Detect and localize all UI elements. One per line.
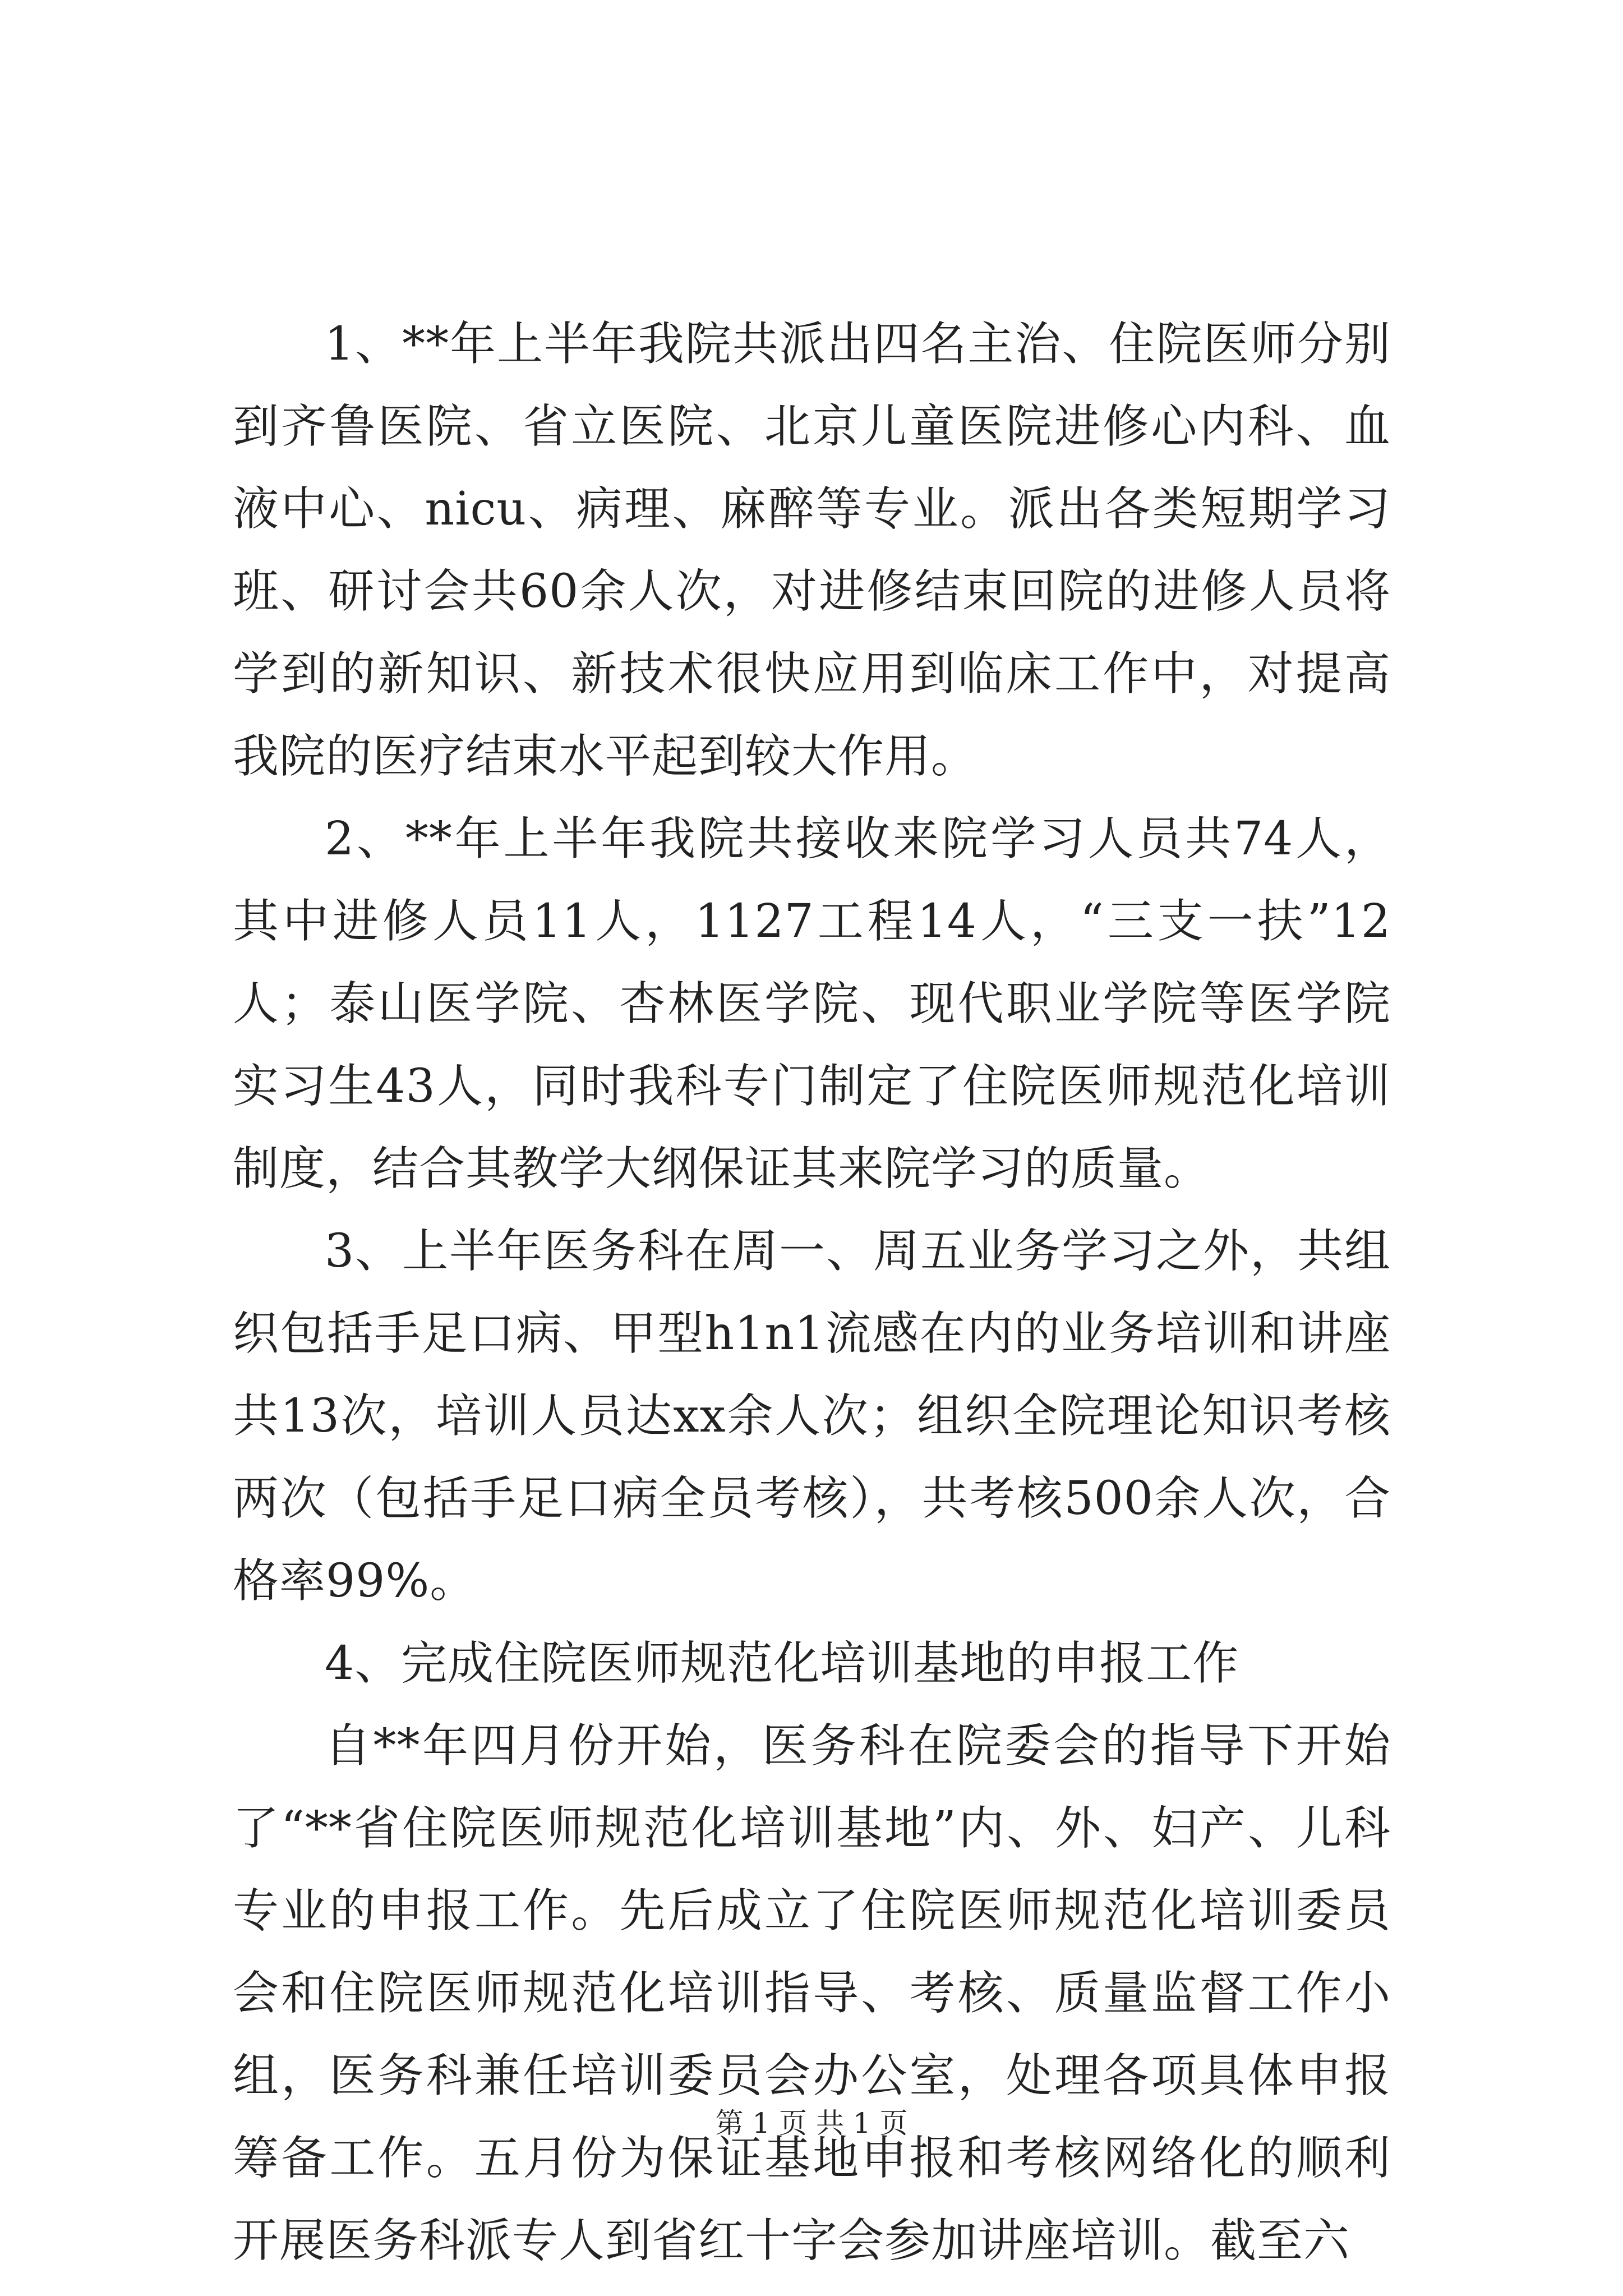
paragraph-5: 自**年四月份开始，医务科在院委会的指导下开始了“**省住院医师规范化培训基地”内、外、妇产、儿科专业的申报工作。先后成立了住院医师规范化培训委员会和住院医师规范化培训指导、考核、质量监督工作小组，医务科兼任培训委员会办公室，处理各项具体申报筹备工作。五月份为保证基地申报和考核网络化的顺利开展医务科派专人到省红十字会参加讲座培训。截至六 <box>233 1719 1391 2267</box>
document-body <box>233 303 1391 2282</box>
paragraph-3: 3、上半年医务科在周一、周五业务学习之外，共组织包括手足口病、甲型h1n1流感在内的业务培训和讲座共13次，培训人员达xx余人次；组织全院理论知识考核两次（包括手足口病全员考核），共考核500余人次，合格率99%。 <box>233 1225 1391 1608</box>
page-footer: 第 1 页 共 1 页 <box>715 2107 908 2139</box>
paragraph-2: 2、**年上半年我院共接收来院学习人员共74人，其中进修人员11人，1127工程14人，“三支一扶”12人；泰山医学院、杏林医学院、现代职业学院等医学院实习生43人，同时我科专门制定了住院医师规范化培训制度，结合其教学大纲保证其来院学习的质量。 <box>233 812 1391 1195</box>
paragraph-1: 1、**年上半年我院共派出四名主治、住院医师分别到齐鲁医院、省立医院、北京儿童医院进修心内科、血液中心、nicu、病理、麻醉等专业。派出各类短期学习班、研讨会共60余人次，对进修结束回院的进修人员将学到的新知识、新技术很快应用到临床工作中，对提高我院的医疗结束水平起到较大作用。 <box>233 318 1391 783</box>
paragraph-4-heading: 4、完成住院医师规范化培训基地的申报工作 <box>325 1637 1239 1690</box>
